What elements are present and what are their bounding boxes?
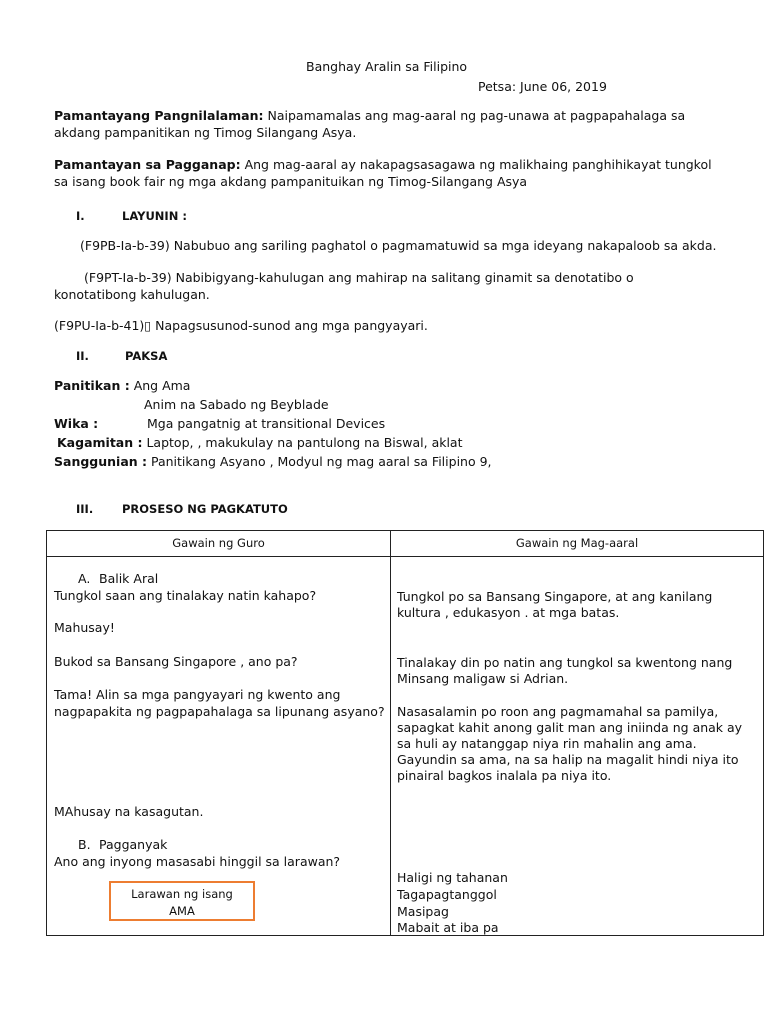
layunin-item-1: (F9PB-Ia-b-39) Nabubuo ang sariling paghatol o pagmamatuwid sa mga ideyang nakapaloob sa akda. [80,238,717,253]
table-header-row [47,531,764,557]
larawan-box-line2: AMA [169,904,195,918]
pamantayan-sa-pagganap-text: Ang mag-aaral ay nakapagsasagawa ng malikhaing panghihikayat tungkol sa isang book fair ng mga akdang pampanituikan ng Timog-Silangang Asya [54,157,712,189]
magaaral-a4-line1: Haligi ng tahanan [397,870,508,885]
sanggunian-row [54,454,492,471]
magaaral-cell [391,557,764,936]
layunin-item-3: (F9PU-Ia-b-41)▯ Napagsusunod-sunod ang mga pangyayari. [54,318,428,333]
table-row [47,557,764,936]
pamantayang-pangnilalaman-text: Naipamamalas ang mag-aaral ng pag-unawa at pagpapahalaga sa akdang pampanitikan ng Timog Silangang Asya. [54,108,686,140]
magaaral-a1-line2: kultura , edukasyon . at mga batas. [397,605,620,620]
guro-q2: Bukod sa Bansang Singapore , ano pa? [54,654,298,669]
guro-cell [47,557,391,936]
proseso-numeral: III. [76,502,94,516]
pamantayang-pangnilalaman-label: Pamantayang Pangnilalaman: [54,108,264,123]
larawan-box-line1: Larawan ng isang [131,887,233,901]
pamantayan-sa-pagganap [54,157,714,190]
magaaral-a4-line3: Masipag [397,904,449,919]
magaaral-a3-line2: sapagkat kahit anong galit man ang iniinda ng anak ay [397,720,743,735]
kagamitan-value: Laptop, , makukulay na pantulong na Biswal, aklat [146,435,463,450]
proseso-heading: PROSESO NG PAGKATUTO [122,502,288,516]
kagamitan-label: Kagamitan : [57,435,143,450]
magaaral-a3-line5: pinairal bagkos inalala pa niya ito. [397,768,612,783]
sanggunian-value: Panitikang Asyano , Modyul ng mag aaral sa Filipino 9, [150,454,492,469]
balik-aral-label: A. [78,571,91,586]
document-date: Petsa: June 06, 2019 [478,79,607,94]
guro-q3-line2: nagpapakita ng pagpapahalaga sa lipunang asyano? [54,704,385,719]
document-title: Banghay Aralin sa Filipino [306,59,468,74]
magaaral-a3-line3: sa huli ay natanggap niya rin mahalin ang ama. [397,736,697,751]
panitikan-value-1: Ang Ama [133,378,191,393]
guro-q3-line1: Tama! Alin sa mga pangyayari ng kwento ang [54,687,341,702]
sanggunian-label: Sanggunian : [54,454,147,469]
balik-aral-title: Balik Aral [99,571,159,586]
col-gawain-ng-guro: Gawain ng Guro [47,531,391,557]
magaaral-a3-line1: Nasasalamin po roon ang pagmamahal sa pamilya, [397,704,719,719]
magaaral-a4-line4: Mabait at iba pa [397,920,499,935]
pagganyak-title: Pagganyak [99,837,168,852]
wika-value: Mga pangatnig at transitional Devices [147,416,386,431]
layunin-numeral: I. [76,209,85,223]
layunin-item-2: (F9PT-Ia-b-39) Nabibigyang-kahulugan ang mahirap na salitang ginamit sa denotatibo o konotatibong kahulugan. [54,270,634,302]
magaaral-a4-line2: Tagapagtanggol [397,887,497,902]
pagganyak-label: B. [78,837,91,852]
magaaral-a2-line1: Tinalakay din po natin ang tungkol sa kwentong nang [397,655,733,670]
col-gawain-ng-mag-aaral: Gawain ng Mag-aaral [391,531,764,557]
layunin-heading: LAYUNIN : [122,209,187,223]
magaaral-a1-line1: Tungkol po sa Bansang Singapore, at ang kanilang [397,589,713,604]
pamantayan-sa-pagganap-label: Pamantayan sa Pagganap: [54,157,241,172]
panitikan-label: Panitikan : [54,378,130,393]
guro-r2: MAhusay na kasagutan. [54,804,204,819]
magaaral-a2-line2: Minsang maligaw si Adrian. [397,671,569,686]
wika-label: Wika : [54,416,99,431]
paksa-heading: PAKSA [125,349,168,363]
guro-q1: Tungkol saan ang tinalakay natin kahapo? [54,588,317,603]
proseso-table [46,530,764,936]
panitikan-value-2: Anim na Sabado ng Beyblade [144,397,329,412]
magaaral-a3-line4: Gayundin sa ama, na sa halip na magalit hindi niya ito [397,752,739,767]
panitikan-row [54,378,190,395]
guro-q4: Ano ang inyong masasabi hinggil sa larawan? [54,854,341,869]
larawan-box [109,881,255,921]
paksa-numeral: II. [76,349,89,363]
kagamitan-row [57,435,463,452]
pamantayang-pangnilalaman [54,108,714,141]
guro-r1: Mahusay! [54,620,115,635]
